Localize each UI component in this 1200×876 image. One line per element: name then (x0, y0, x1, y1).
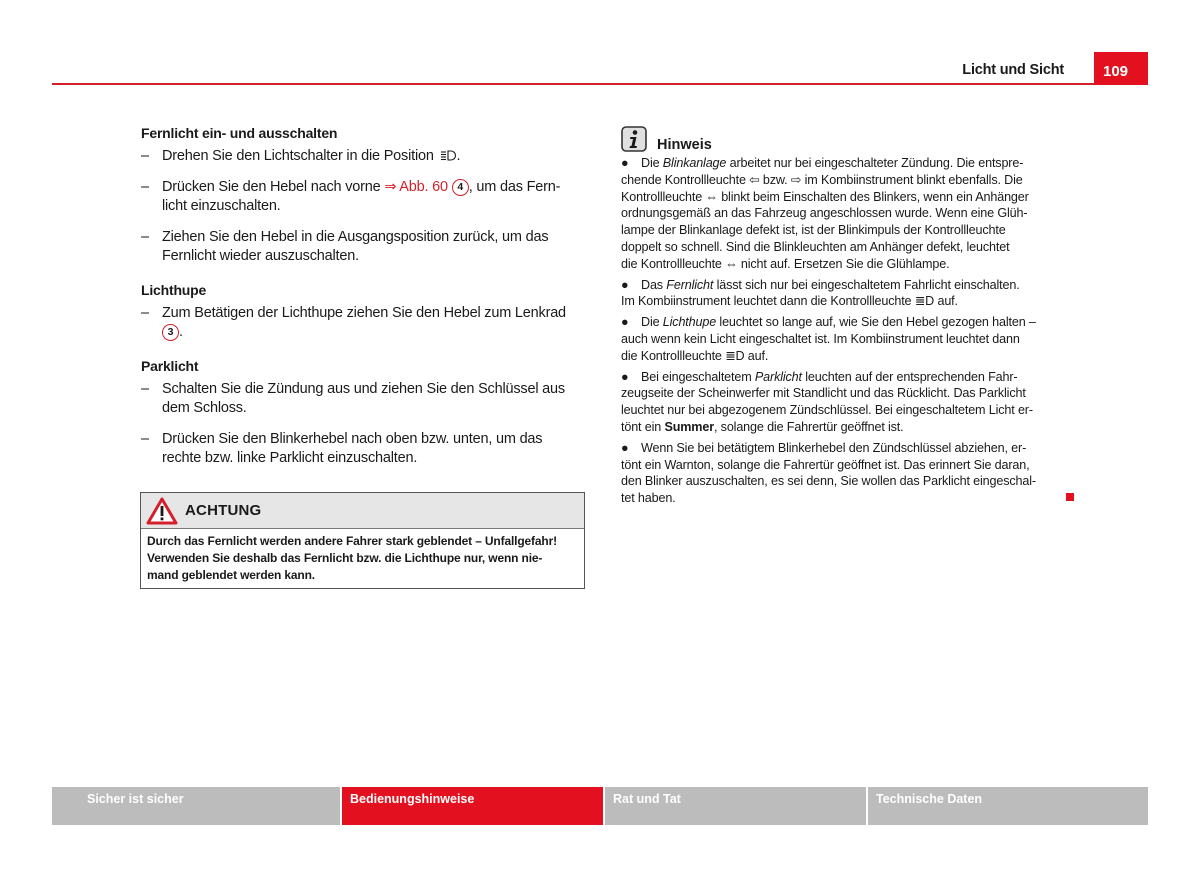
tab-rat-und-tat[interactable]: Rat und Tat (605, 787, 866, 825)
figure-reference-link[interactable]: ⇒ Abb. 60 (384, 179, 448, 195)
note-bullet: ● Die Lichthupe leuchtet so lange auf, wie Sie den Hebel gezogen halten – auch wenn kein Licht eingeschaltet ist. Im Kombiinstrument leuchtet dann die Kontrollleuchte ≣D auf. (621, 315, 1036, 363)
info-icon (621, 126, 647, 152)
warning-title: ACHTUNG (185, 502, 262, 519)
note-title: Hinweis (657, 137, 712, 153)
dash-bullet: – (141, 229, 149, 245)
left-column (141, 125, 586, 480)
tab-bedienungshinweise[interactable]: Bedienungshinweise (342, 787, 603, 825)
dash-bullet: – (141, 148, 149, 164)
step-item: – Ziehen Sie den Hebel in die Ausgangsposition zurück, um das Fernlicht wieder auszuschalten. (141, 229, 549, 264)
end-of-section-marker (1066, 493, 1074, 501)
step-item: – Drücken Sie den Hebel nach vorne ⇒ Abb. 60 4 , um das Fern- licht einzuschalten. (141, 179, 561, 214)
step-item: – Zum Betätigen der Lichthupe ziehen Sie den Hebel zum Lenkrad 3 . (141, 305, 566, 340)
high-beam-icon (440, 150, 457, 161)
step-item: – Drücken Sie den Blinkerhebel nach oben bzw. unten, um das rechte bzw. linke Parklicht einzuschalten. (141, 431, 543, 466)
dash-bullet: – (141, 381, 149, 397)
section-heading-lichthupe: Lichthupe (141, 282, 207, 298)
warning-header (141, 493, 584, 529)
header-rule (52, 83, 1148, 85)
note-bullet: ● Das Fernlicht lässt sich nur bei eingeschaltetem Fahrlicht einschalten. Im Kombiinstrument leuchtet dann die Kontrollleuchte ≣D auf. (621, 277, 1020, 309)
warning-box (140, 492, 585, 589)
note-section (621, 125, 1076, 511)
step-item: – Drehen Sie den Lichtschalter in die Position . (141, 148, 461, 164)
note-header (621, 125, 1076, 152)
step-item: – Schalten Sie die Zündung aus und ziehen Sie den Schlüssel aus dem Schloss. (141, 381, 565, 416)
page-number: 109 (1094, 52, 1148, 85)
section-heading-fernlicht: Fernlicht ein- und ausschalten (141, 125, 338, 141)
page-title: Licht und Sicht (962, 62, 1064, 78)
section-heading-parklicht: Parklicht (141, 358, 199, 374)
note-bullet: ● Wenn Sie bei betätigtem Blinkerhebel den Zündschlüssel abziehen, er- tönt ein Warnton, solange die Fahrertür geöffnet ist. Das erinnert Sie daran, den Blinker auszuschalten, es sei denn, Sie wollen das Parklicht eingeschal- tet haben. (621, 440, 1036, 506)
tab-sicher-ist-sicher[interactable]: Sicher ist sicher (52, 787, 340, 825)
callout-number: 3 (162, 324, 179, 341)
dash-bullet: – (141, 179, 149, 195)
chapter-nav (52, 787, 1148, 825)
warning-text: Durch das Fernlicht werden andere Fahrer stark geblendet – Unfallgefahr! Verwenden Sie deshalb das Fernlicht bzw. die Lichthupe nur, wenn nie- mand geblendet werden kann. (147, 534, 557, 582)
tab-technische-daten[interactable]: Technische Daten (868, 787, 1148, 825)
warning-triangle-icon (146, 497, 178, 525)
dash-bullet: – (141, 431, 149, 447)
note-bullet: ● Bei eingeschaltetem Parklicht leuchten auf der entsprechenden Fahr- zeugseite der Scheinwerfer mit Standlicht und das Rücklicht. Das Parklicht leuchtet nur bei abgezogenem Zündschlüssel. Bei eingeschaltetem Licht er- tönt ein Summer, solange die Fahrertür geöffnet ist. (621, 369, 1033, 434)
callout-number: 4 (452, 179, 469, 196)
dash-bullet: – (141, 305, 149, 321)
note-bullet: ● Die Blinkanlage arbeitet nur bei eingeschalteter Zündung. Die entspre- chende Kontrollleuchte ⇦ bzw. ⇨ im Kombiinstrument blinkt ebenfalls. Die Kontrollleuchte ⇔ blinkt beim Einschalten des Blinkers, wenn ein Anhänger ordnungsgemäß an das Fahrzeug angeschlossen wurde. Wenn eine Glüh- lampe der Blinkanlage defekt ist, ist der Blinkimpuls der Kontrollleuchte doppelt so schnell. Sind die Blinkleuchten am Anhänger defekt, leuchtet die Kontrollleuchte ⇔ nicht auf. Ersetzen Sie die Glühlampe. (621, 156, 1029, 271)
